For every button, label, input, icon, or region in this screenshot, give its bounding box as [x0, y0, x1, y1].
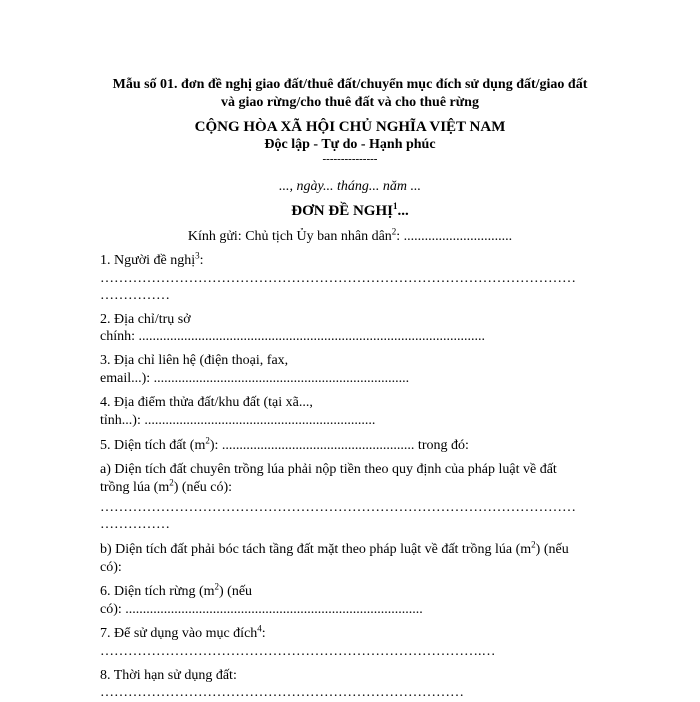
document-title-tail: ...	[397, 203, 409, 219]
item-5-sup: 2	[205, 435, 210, 446]
item-5-tail: ): ....................................................... trong đó:	[209, 438, 469, 453]
item-4-line-1: 4. Địa điểm thửa đất/khu đất (tại xã...,	[100, 395, 313, 410]
item-5-text: 5. Diện tích đất (m	[100, 438, 206, 453]
item-6-text: 6. Diện tích rừng (m	[100, 584, 215, 599]
item-7-sup: 4	[257, 623, 262, 634]
document-title	[0, 202, 700, 220]
item-7-text: 7. Để sử dụng vào mục đích	[100, 626, 258, 641]
item-5a-text: trồng lúa (m	[100, 480, 170, 495]
item-8-line-1: 8. Thời hạn sử dụng đất:	[100, 668, 237, 683]
document-title-text: ĐƠN ĐỀ NGHỊ	[291, 203, 393, 219]
item-5b-sup: 2	[531, 539, 536, 550]
national-motto: Độc lập - Tự do - Hạnh phúc	[264, 137, 436, 152]
item-7-line-1	[100, 625, 266, 643]
document-title-footnote: 1	[392, 201, 398, 211]
item-3-line-1: 3. Địa chỉ liên hệ (điện thoại, fax,	[100, 353, 289, 368]
motto-underline: ---------------	[322, 153, 378, 165]
national-title: CỘNG HÒA XÃ HỘI CHỦ NGHĨA VIỆT NAM	[194, 119, 506, 135]
item-5a-dots-2: ……………	[100, 517, 170, 532]
recipient-footnote: 2	[391, 226, 397, 237]
item-1-label	[100, 252, 204, 270]
item-2-line-2: chính: ...................................................................................................	[100, 329, 485, 344]
date-line: ..., ngày... tháng... năm ...	[279, 179, 421, 194]
form-title-line-1: Mẫu số 01. đơn đề nghị giao đất/thuê đất/chuyển mục đích sử dụng đất/giao đất	[112, 77, 588, 92]
item-1-text: 1. Người đề nghị	[100, 253, 196, 268]
item-1-footnote: 3	[195, 250, 200, 261]
item-1-dots-2: ……………	[100, 288, 170, 303]
item-6-line-1	[100, 583, 252, 601]
item-6-tail: ) (nếu	[219, 584, 253, 599]
item-2-line-1: 2. Địa chỉ/trụ sở	[100, 312, 191, 327]
item-5a-line-1: a) Diện tích đất chuyên trồng lúa phải nộp tiền theo quy định của pháp luật về đất	[100, 462, 557, 477]
item-1-dots-1: …………………………………………………………………………………………	[100, 271, 576, 286]
item-5b-tail: ) (nếu	[535, 542, 569, 557]
item-4-line-2: tỉnh...): ..................................................................	[100, 413, 376, 428]
item-5b-line-1	[100, 541, 569, 559]
item-7-colon: :	[261, 626, 266, 641]
item-5b-text: b) Diện tích đất phải bóc tách tầng đất mặt theo pháp luật về đất trồng lúa (m	[100, 542, 532, 557]
form-title-line-2: và giao rừng/cho thuê đất và cho thuê rừng	[221, 95, 479, 110]
item-6-line-2: có): .....................................................................................	[100, 602, 423, 617]
recipient-tail: : ...............................	[396, 229, 513, 244]
item-5b-line-2: có):	[100, 560, 122, 575]
item-5a-tail: ) (nếu có):	[173, 480, 233, 495]
item-3-line-2: email...): .........................................................................	[100, 371, 410, 386]
item-1-colon: :	[199, 253, 204, 268]
item-6-sup: 2	[214, 581, 220, 592]
recipient-line	[0, 228, 700, 246]
recipient-text: Kính gửi: Chủ tịch Ủy ban nhân dân	[187, 229, 392, 244]
item-5-line	[100, 437, 469, 455]
item-8-dots: ……………………………………………………………………	[100, 685, 464, 700]
item-5a-sup: 2	[169, 477, 174, 488]
item-5a-dots-1: …………………………………………………………………………………………	[100, 500, 576, 515]
item-7-dots: ……………………………………………………………………….…	[100, 644, 496, 659]
item-5a-line-2	[100, 479, 232, 497]
